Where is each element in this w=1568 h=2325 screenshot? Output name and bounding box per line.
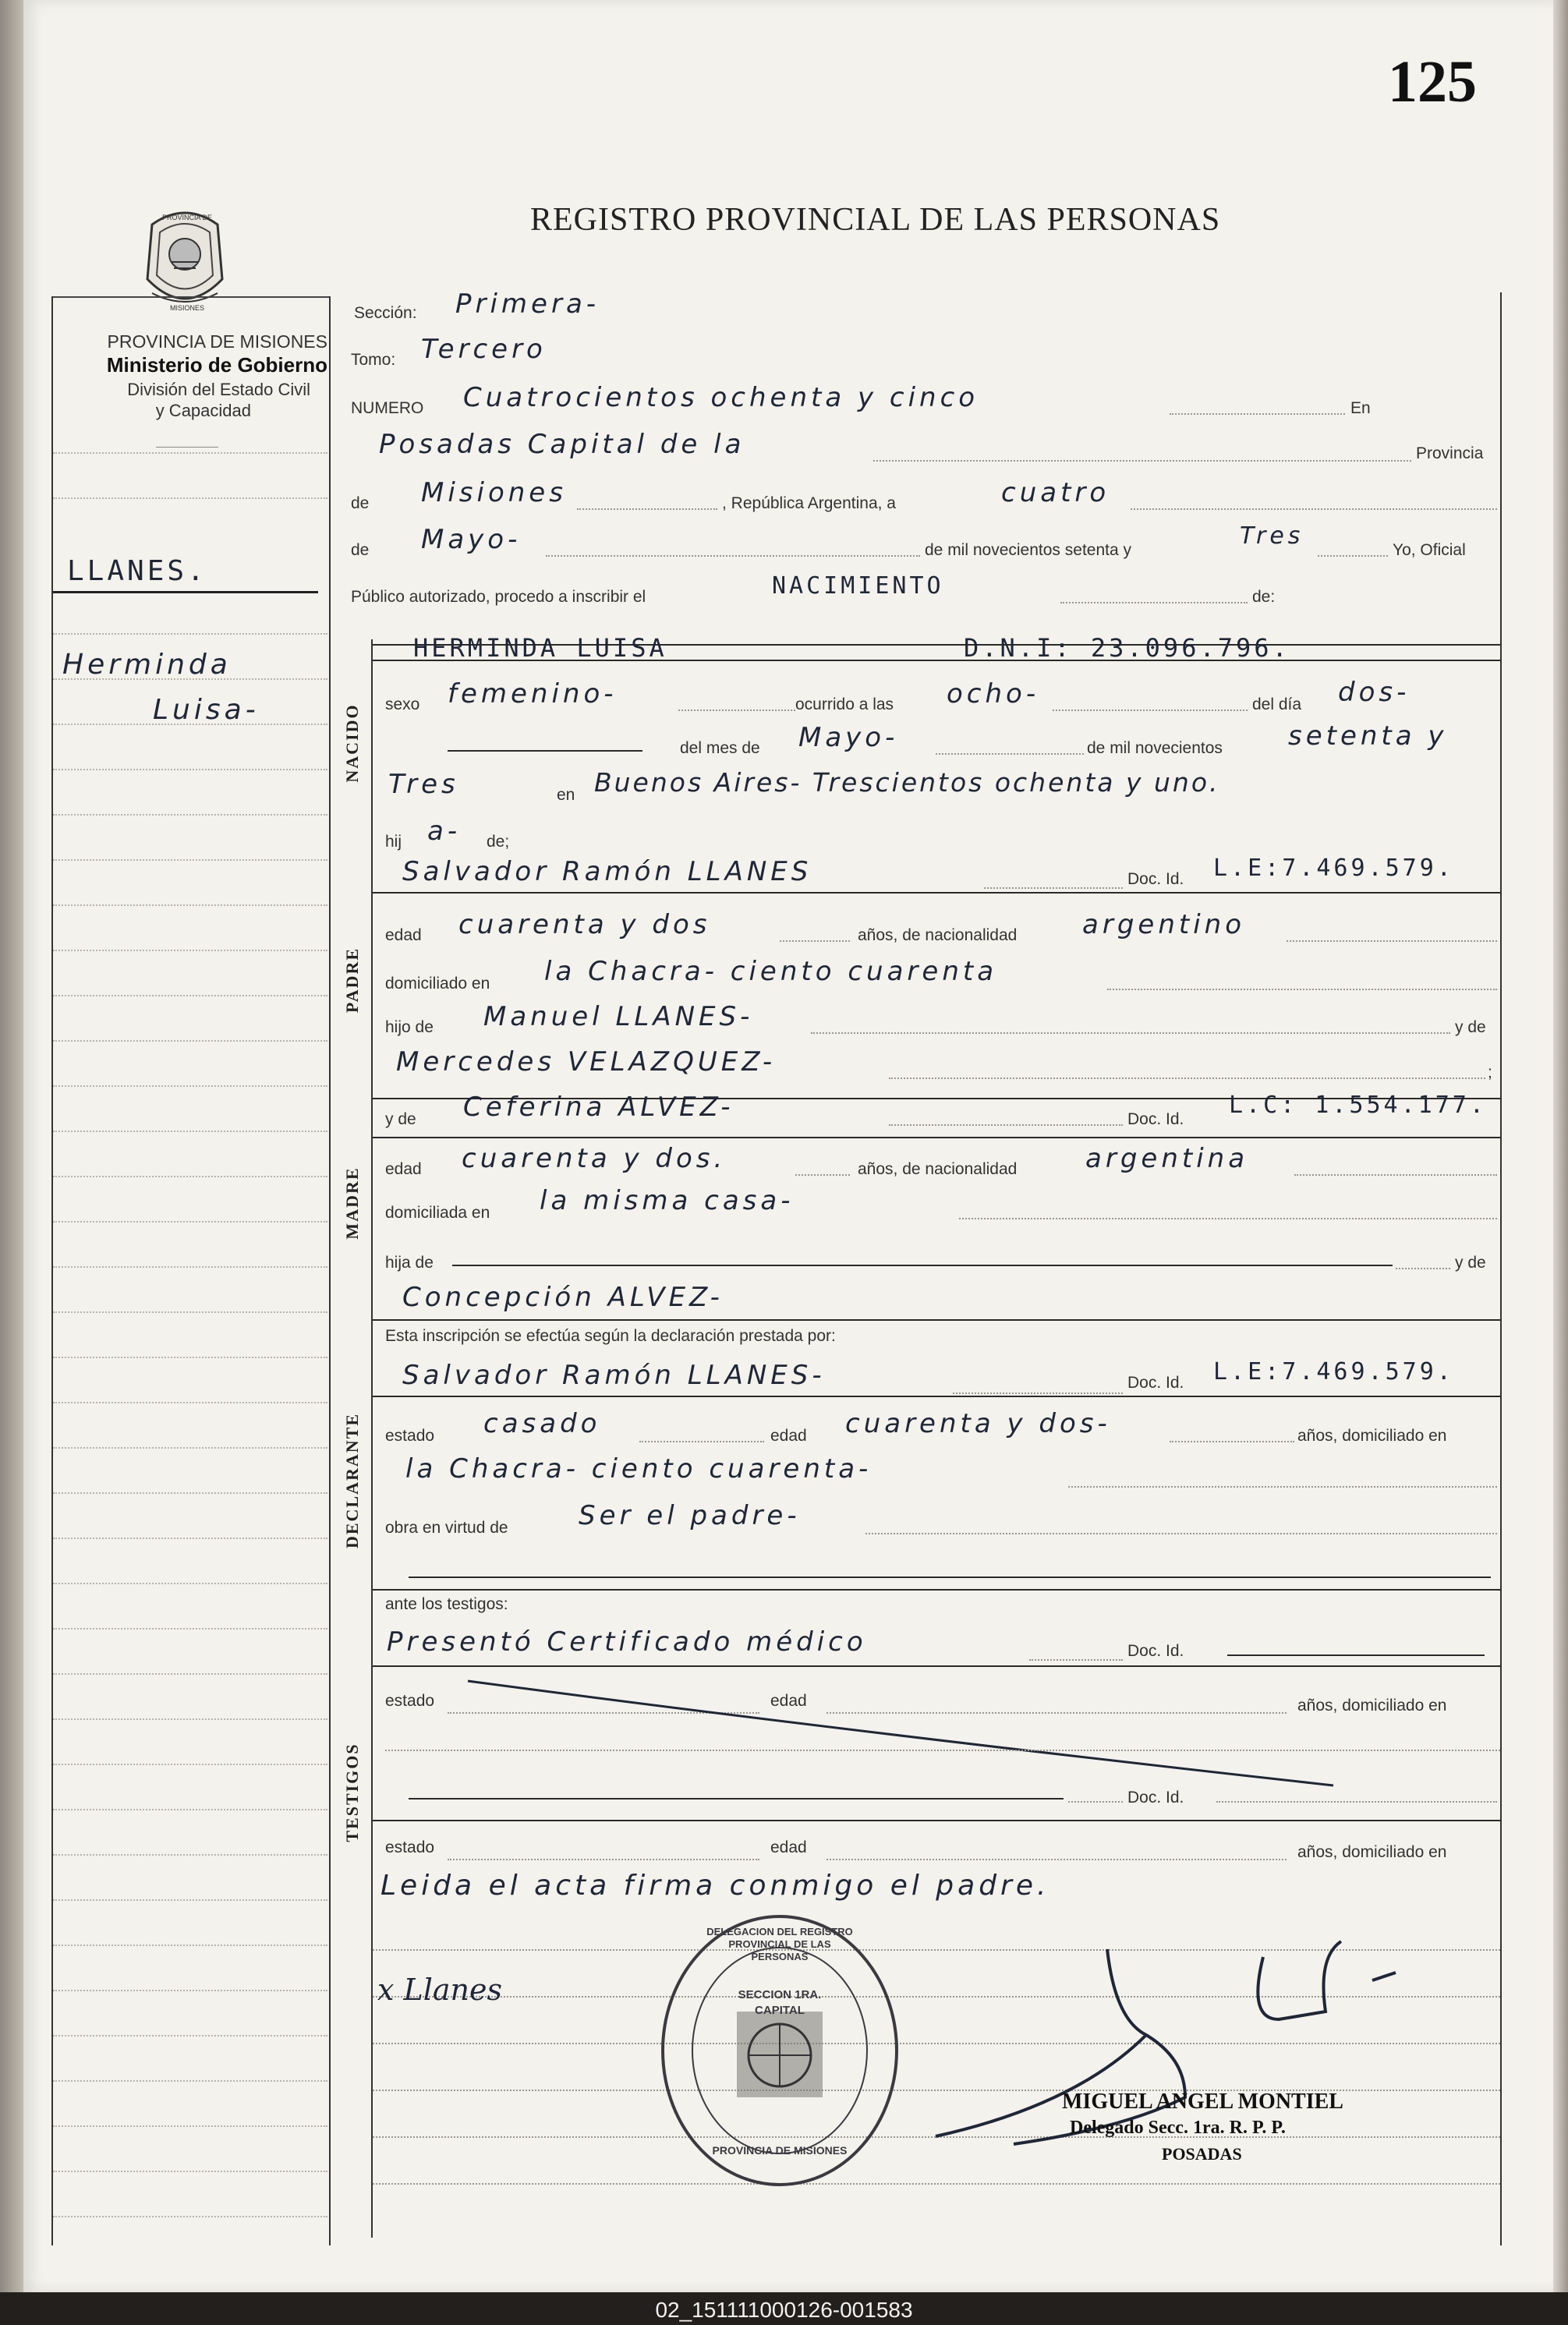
de2-label: de [351,541,370,559]
stamp-bottom-text: PROVINCIA DE MISIONES [712,2144,848,2157]
de3-label: de: [1252,588,1276,606]
dia-fill [1131,508,1497,510]
anio-fill [1318,555,1388,557]
madre-domicilio-value: la misma casa- [540,1185,795,1216]
nacido-anio-value-1: setenta y [1288,720,1448,752]
testigo-1-dom-fill [385,1750,1500,1751]
nacido-dia-value: dos- [1338,677,1410,708]
declarante-section-label: DECLARANTE [342,1412,362,1549]
oficial-label: Yo, Oficial [1393,541,1466,559]
book-binding [0,0,27,2292]
declarante-domicilio-value: la Chacra- ciento cuarenta- [405,1453,872,1485]
hij-value: a- [427,816,462,847]
margin-ruling-line [53,1221,327,1223]
margin-ruling-line [53,1492,327,1494]
testigos-section-label: TESTIGOS [342,1743,362,1842]
declarante-bottom-rule [373,1589,1500,1591]
margin-ruling-line [53,814,327,816]
declarante-blank-line [409,1577,1491,1578]
declarante-dom-fill [1068,1486,1497,1488]
margin-ruling-line [53,1899,327,1901]
left-column-border [51,296,53,2245]
nacido-anio-value-2: Tres [388,769,459,800]
de1-label: de [351,494,370,512]
testigo-1-value: Presentó Certificado médico [387,1626,867,1658]
margin-ruling-line [53,1764,327,1765]
tomo-value: Tercero [421,334,547,365]
page-number: 125 [1388,49,1477,115]
page-title: REGISTRO PROVINCIAL DE LAS PERSONAS [530,202,1221,238]
dia-label: del día [1252,695,1302,713]
margin-ruling-line [53,904,327,906]
declarante-obra-label: obra en virtud de [385,1519,508,1537]
hora-value: ocho- [947,678,1040,710]
hora-fill [1053,710,1248,711]
madre-dom-fill [959,1218,1497,1219]
madre-doc-label: Doc. Id. [1127,1110,1184,1128]
nacido-mes-value: Mayo- [798,722,899,753]
testigo-1-edad-label: edad [770,1692,807,1710]
page-edge [1553,0,1568,2292]
madre-domicilio-label: domiciliada en [385,1204,490,1222]
mes-fill [546,555,920,557]
seccion-label: Sección: [354,304,417,322]
testigo-2-edad-fill [826,1859,1287,1860]
provincia-label: Provincia [1416,444,1484,462]
margin-ruling-line [53,1176,327,1177]
sexo-value: femenino- [448,678,618,710]
lower-rule-6 [373,2183,1500,2185]
nacido-en-label: en [557,786,575,804]
padre-madre-fill [889,1078,1485,1079]
margin-ruling-line [53,995,327,996]
margin-ruling-line [53,2125,327,2127]
padre-domicilio-label: domiciliado en [385,975,490,993]
declarante-estado-fill [639,1441,764,1442]
declarante-edad-label: edad [770,1427,807,1445]
padre-anios-label: años, de nacionalidad [858,926,1018,944]
padre-semicolon: ; [1488,1063,1492,1081]
madre-edad-value: cuarenta y dos. [462,1143,727,1174]
margin-ruling-line [53,859,327,861]
margin-ruling-line [53,1266,327,1268]
madre-edad-label: edad [385,1160,422,1178]
madre-nombre-fill [889,1124,1123,1126]
dia-value: cuatro [1001,477,1110,508]
ocurrido-label: ocurrido a las [795,695,894,713]
declarante-doc-value: L.E:7.469.579. [1213,1358,1454,1385]
padre-nombre-fill [984,887,1123,889]
declarante-nombre-fill [953,1393,1123,1394]
madre-nacionalidad-value: argentina [1085,1143,1249,1174]
margin-ruling-line [53,769,327,770]
margin-ruling-line [53,1040,327,1042]
margin-ruling-line [53,1809,327,1810]
nacido-lugar-value: Buenos Aires- Trescientos ochenta y uno. [594,767,1220,798]
stamp-center-line-1: SECCION 1RA. [738,1988,822,2001]
surname-underline [53,591,318,593]
margin-ruling-line [53,2171,327,2172]
testigo-1-estado-label: estado [385,1692,435,1710]
madre-section-label: MADRE [342,1166,362,1240]
nacido-nombre-value: HERMINDA LUISA [413,633,667,663]
en-label: En [1350,399,1371,417]
hij-label: hij [385,833,402,851]
margin-ruling-line [53,633,327,635]
footer-filename: 02_151111000126-001583 [655,2298,913,2322]
declarante-nombre-value: Salvador Ramón LLANES- [402,1360,826,1391]
padre-padre-de-value: Manuel LLANES- [483,1001,754,1032]
official-title: Delegado Secc. 1ra. R. P. P. [1070,2118,1286,2138]
declarante-top-rule [373,1396,1500,1397]
madre-hija-label: hija de [385,1254,434,1272]
margin-ruling-line [53,950,327,951]
margin-ruling-line [53,452,327,454]
padre-nac-fill [1287,940,1497,942]
acto-fill [1060,602,1248,603]
testigo-1-anios-label: años, domiciliado en [1297,1697,1447,1715]
numero-label: NUMERO [351,399,424,417]
testigo-1-doc-line [1227,1654,1485,1656]
mes-label: del mes de [680,739,760,757]
publico-label: Público autorizado, procedo a inscribir el [351,588,646,606]
right-frame [1500,292,1502,2245]
madre-y-de-label: y de [385,1110,416,1128]
testigo-2-anios-label: años, domiciliado en [1297,1843,1447,1861]
anio-value: Tres [1240,522,1304,550]
division-label: División del Estado Civil [127,380,310,399]
nacido-mil-label: de mil novecientos [1087,739,1223,757]
official-name: MIGUEL ANGEL MONTIEL [1062,2090,1343,2114]
mes-value: Mayo- [421,524,522,555]
nacido-dni-value: D.N.I: 23.096.796. [964,633,1290,663]
testigo-2-name-fill [1068,1801,1123,1803]
testigo-2-edad-label: edad [770,1838,807,1856]
padre-nacionalidad-value: argentino [1082,909,1245,940]
madre-nombre-value: Ceferina ALVEZ- [463,1092,734,1123]
stamp-center-line-2: CAPITAL [755,2004,805,2017]
capacity-label: y Capacidad [155,401,251,420]
madre-madre-de-value: Concepción ALVEZ- [402,1282,724,1313]
declarante-estado-label: estado [385,1427,435,1445]
testigos-top-rule [373,1665,1500,1667]
testigo-2-rule [373,1820,1500,1821]
testigo-2-estado-fill [448,1859,759,1860]
declarante-anios-label: años, domiciliado en [1297,1427,1447,1445]
padre-hijo-label: hijo de [385,1018,434,1036]
padre-madre-de-value: Mercedes VELAZQUEZ- [396,1046,777,1078]
left-column-divider [329,296,331,2245]
republica-label: , República Argentina, a [722,494,896,512]
margin-ruling-line [53,1447,327,1449]
declarante-intro-label: Esta inscripción se efectúa según la declaración prestada por: [385,1327,836,1345]
tomo-label: Tomo: [351,351,396,369]
madre-anios-label: años, de nacionalidad [858,1160,1018,1178]
madre-hija-fill [1396,1268,1450,1269]
nacido-name-rule [373,660,1500,661]
padre-section-label: PADRE [342,947,362,1014]
margin-ruling-line [53,1945,327,1946]
margin-ruling-line [53,1311,327,1313]
padre-edad-fill [780,940,850,942]
margin-surname: LLANES. [67,555,207,587]
nacido-section-label: NACIDO [342,703,362,783]
madre-y-de2-label: y de [1455,1254,1486,1272]
margin-ruling-line [53,1990,327,1991]
stamp-ring-text: DELEGACION DEL REGISTRO PROVINCIAL DE LAS PERSONAS [706,1926,853,1962]
testigo-2-doc-fill [1216,1801,1497,1803]
padre-doc-label: Doc. Id. [1127,870,1184,888]
padre-dom-fill [1107,989,1497,990]
emblem-label-bottom: MISIONES [170,304,205,312]
margin-ruling-line [53,1538,327,1539]
sexo-fill [678,710,795,711]
testigo-2-name-line [409,1798,1064,1799]
padre-domicilio-value: la Chacra- ciento cuarenta [544,956,998,987]
provincia-fill [577,508,717,510]
margin-ruling-line [53,1357,327,1358]
madre-nac-fill [1294,1174,1497,1176]
official-city: POSADAS [1162,2144,1242,2164]
testigo-2-doc-label: Doc. Id. [1127,1789,1184,1807]
margin-ruling-line [53,1131,327,1132]
margin-ruling-line [53,2080,327,2082]
emblem-label-top: PROVINCIA DE [162,214,213,221]
declarante-doc-label: Doc. Id. [1127,1374,1184,1392]
madre-edad-fill [795,1174,850,1176]
declarante-edad-value: cuarenta y dos- [845,1408,1111,1439]
margin-ruling-line [53,2035,327,2037]
provincia-value: Misiones [421,477,567,508]
margin-ruling-line [53,1628,327,1630]
padre-top-rule [373,892,1500,894]
margin-ruling-line [53,1085,327,1087]
lugar-value: Posadas Capital de la [379,429,745,460]
sexo-label: sexo [385,695,420,713]
margin-ruling-line [53,1673,327,1675]
madre-hija-line [452,1265,1393,1266]
madre-bottom-rule [373,1319,1500,1321]
testigo-1-doc-label: Doc. Id. [1127,1642,1184,1660]
left-column [53,331,327,2242]
sexo-underline [448,750,642,752]
seccion-value: Primera- [455,288,600,320]
margin-ruling-line [53,2216,327,2217]
madre-doc-value: L.C: 1.554.177. [1229,1092,1487,1119]
section-label-column [371,639,373,2238]
declarante-estado-value: casado [483,1408,601,1439]
margin-given-name-2: Luisa- [153,694,260,726]
mil-label: de mil novecientos setenta y [925,541,1131,559]
margin-ruling-line [53,497,327,499]
acto-value: NACIMIENTO [772,572,944,600]
padre-hijo-fill [811,1032,1450,1034]
testigos-intro-label: ante los testigos: [385,1595,508,1613]
testigo-1-fill [1029,1659,1123,1661]
padre-doc-value: L.E:7.469.579. [1213,855,1454,882]
margin-given-name-1: Herminda [62,649,232,681]
declarante-edad-fill [1170,1441,1294,1442]
nacido-mes-fill [936,753,1084,755]
padre-nombre-value: Salvador Ramón LLANES [402,856,812,887]
padre-y-de-label: y de [1455,1018,1486,1036]
testigo-2-estado-label: estado [385,1838,435,1856]
nacido-de-label: de; [487,833,510,851]
ministry-label: Ministerio de Gobierno [106,353,327,377]
declarant-signature: x Llanes [377,1973,503,2007]
left-top-rule [51,296,329,298]
margin-ruling-line [53,1402,327,1403]
header-underline [156,447,218,448]
declarante-obra-value: Ser el padre- [579,1500,801,1531]
margin-ruling-line [53,1718,327,1720]
closing-statement: Leida el acta firma conmigo el padre. [380,1870,1050,1902]
numero-fill [1170,413,1345,415]
padre-edad-label: edad [385,926,422,944]
padre-edad-value: cuarenta y dos [458,909,711,940]
margin-ruling-line [53,1583,327,1584]
margin-ruling-line [53,1854,327,1856]
numero-value: Cuatrocientos ochenta y cinco [463,382,979,413]
declarante-obra-fill [865,1533,1497,1534]
lugar-fill [873,460,1411,462]
madre-name-rule [373,1137,1500,1138]
province-label: PROVINCIA DE MISIONES [107,331,327,352]
